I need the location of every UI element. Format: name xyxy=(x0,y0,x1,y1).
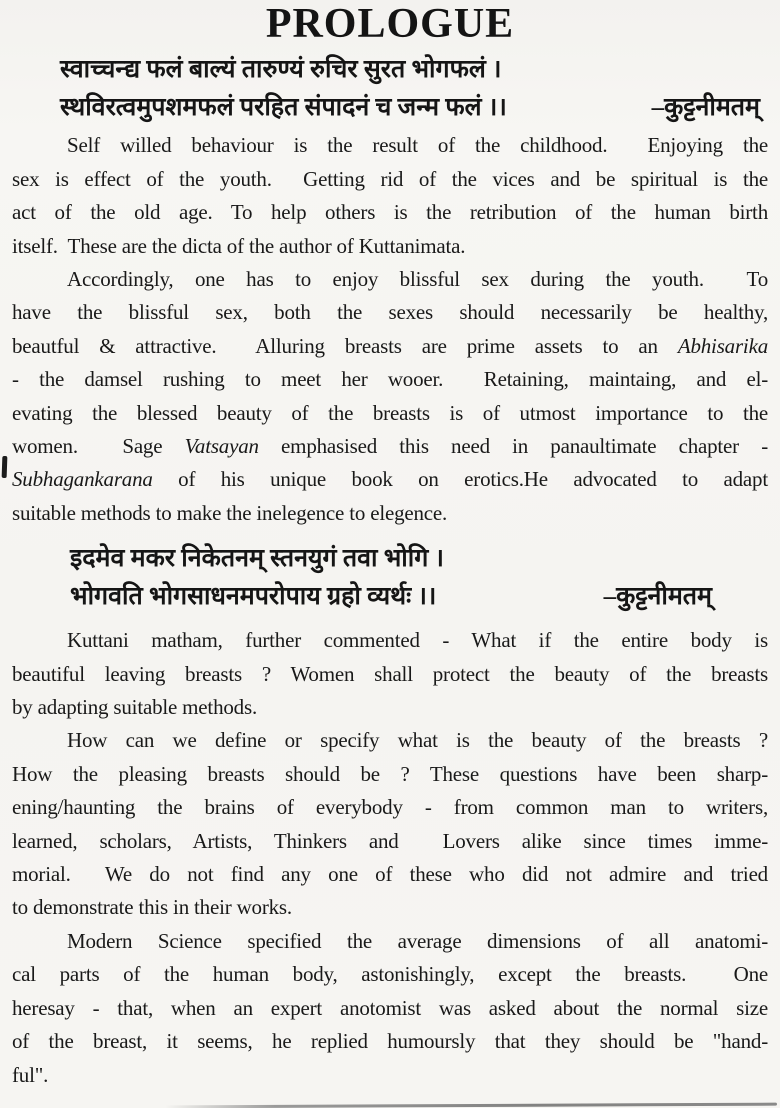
text-line: cal parts of the human body, astonishingly, except the breasts. One xyxy=(12,962,768,987)
text-line: suitable methods to make the inelegence to elegence. xyxy=(12,500,448,525)
verse-line: स्वाच्चन्द्य फलं बाल्यं तारुण्यं रुचिर सुरत भोगफलं । xyxy=(60,56,502,84)
text-line: sex is effect of the youth. Getting rid of the vices and be spiritual is the xyxy=(12,166,768,191)
verse-line: भोगवति भोगसाधनमपरोपाय ग्रहो व्यर्थः ।। xyxy=(70,583,437,611)
verse-row xyxy=(60,89,768,127)
text-line: evating the blessed beauty of the breasts is of utmost importance to the xyxy=(12,400,768,425)
text-line: ful". xyxy=(12,1062,49,1087)
text-line: ening/haunting the brains of everybody - from common man to writers, xyxy=(12,795,768,820)
text-line: heresay - that, when an expert anotomist was asked about the normal size xyxy=(12,995,768,1020)
text-line: beautiful leaving breasts ? Women shall protect the beauty of the breasts xyxy=(12,661,768,686)
sanskrit-verse xyxy=(70,540,768,616)
text-line: How can we define or specify what is the beauty of the breasts ? xyxy=(67,728,768,753)
text-line: morial. We do not find any one of these who did not admire and tried xyxy=(12,862,768,887)
text-line: have the blissful sex, both the sexes should necessarily be healthy, xyxy=(12,300,768,325)
text-line: Subhagankarana of his unique book on erotics.He advocated to adapt xyxy=(12,467,768,492)
text-line: - the damsel rushing to meet her wooer. Retaining, maintaing, and el- xyxy=(12,367,768,392)
paragraph xyxy=(12,263,768,530)
paragraph xyxy=(12,129,768,263)
text-line: act of the old age. To help others is the retribution of the human birth xyxy=(12,200,768,225)
verse-row xyxy=(70,578,768,616)
text-line: Kuttani matham, further commented - What if the entire body is xyxy=(67,628,768,653)
verse-line: इदमेव मकर निकेतनम् स्तनयुगं तवा भोगि । xyxy=(70,545,445,573)
paragraph xyxy=(12,925,768,1092)
verse-attribution: –कुट्टनीमतम् xyxy=(651,94,760,122)
paragraph xyxy=(12,724,768,924)
verse-attribution: –कुट्टनीमतम् xyxy=(603,583,712,611)
sanskrit-verse xyxy=(60,51,768,127)
paragraph xyxy=(12,624,768,724)
text-line: Accordingly, one has to enjoy blissful sex during the youth. To xyxy=(67,266,768,291)
verse-line: स्थविरत्वमुपशमफलं परहित संपादनं च जन्म फलं ।। xyxy=(60,94,507,122)
scan-edge-line xyxy=(165,1102,777,1107)
text-line: women. Sage Vatsayan emphasised this need in panaultimate chapter - xyxy=(12,434,768,459)
text-line: of the breast, it seems, he replied humoursly that they should be "hand- xyxy=(12,1029,768,1054)
text-line: Modern Science specified the average dimensions of all anatomi- xyxy=(67,928,768,953)
text-line: Self willed behaviour is the result of the childhood. Enjoying the xyxy=(67,133,768,158)
text-line: itself. These are the dicta of the author of Kuttanimata. xyxy=(12,233,466,258)
page-title: PROLOGUE xyxy=(265,1,515,47)
text-line: to demonstrate this in their works. xyxy=(12,895,292,920)
text-line: beautful & attractive. Alluring breasts are prime assets to an Abhisarika xyxy=(12,333,768,358)
scan-ink-mark xyxy=(2,456,8,478)
text-line: by adapting suitable methods. xyxy=(12,695,257,720)
text-line: learned, scholars, Artists, Thinkers and Lovers alike since times imme- xyxy=(12,828,768,853)
text-line: How the pleasing breasts should be ? These questions have been sharp- xyxy=(12,761,768,786)
page-body xyxy=(12,51,768,1092)
